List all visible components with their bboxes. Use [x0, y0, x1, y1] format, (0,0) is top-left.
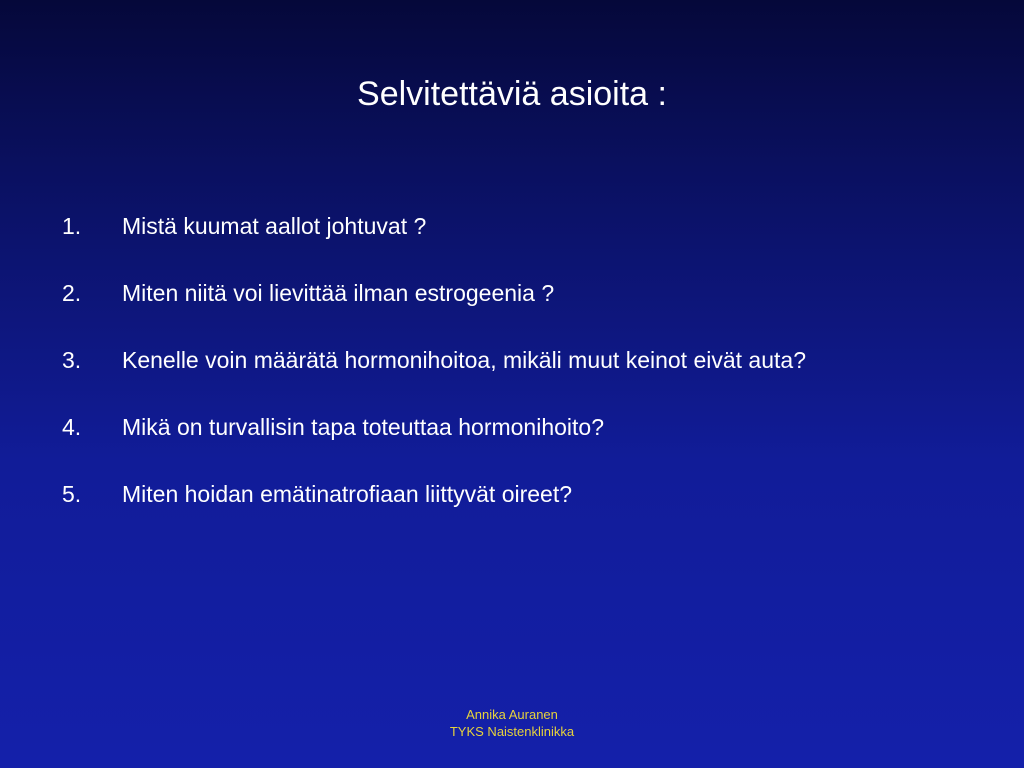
list-item-number: 2. — [62, 280, 82, 306]
slide-footer — [0, 706, 1024, 740]
list-item — [62, 346, 962, 374]
slide-title: Selvitettäviä asioita : — [357, 75, 667, 113]
list-item-number: 1. — [62, 213, 82, 239]
list-item — [62, 413, 962, 441]
list-item-text: Kenelle voin määrätä hormonihoitoa, mikäli muut keinot eivät auta? — [122, 347, 806, 373]
list-item-text: Mistä kuumat aallot johtuvat ? — [122, 213, 427, 239]
list-item — [62, 212, 962, 240]
list-item — [62, 480, 962, 508]
list-item-number: 3. — [62, 347, 82, 373]
list-item-number: 5. — [62, 481, 82, 507]
question-list — [62, 212, 962, 547]
list-item — [62, 279, 962, 307]
list-item-text: Miten niitä voi lievittää ilman estrogeenia ? — [122, 280, 555, 306]
footer-author: Annika Auranen — [466, 707, 558, 722]
list-item-text: Miten hoidan emätinatrofiaan liittyvät oireet? — [122, 481, 573, 507]
footer-organization: TYKS Naistenklinikka — [449, 724, 575, 739]
list-item-text: Mikä on turvallisin tapa toteuttaa hormonihoito? — [122, 414, 605, 440]
list-item-number: 4. — [62, 414, 82, 440]
